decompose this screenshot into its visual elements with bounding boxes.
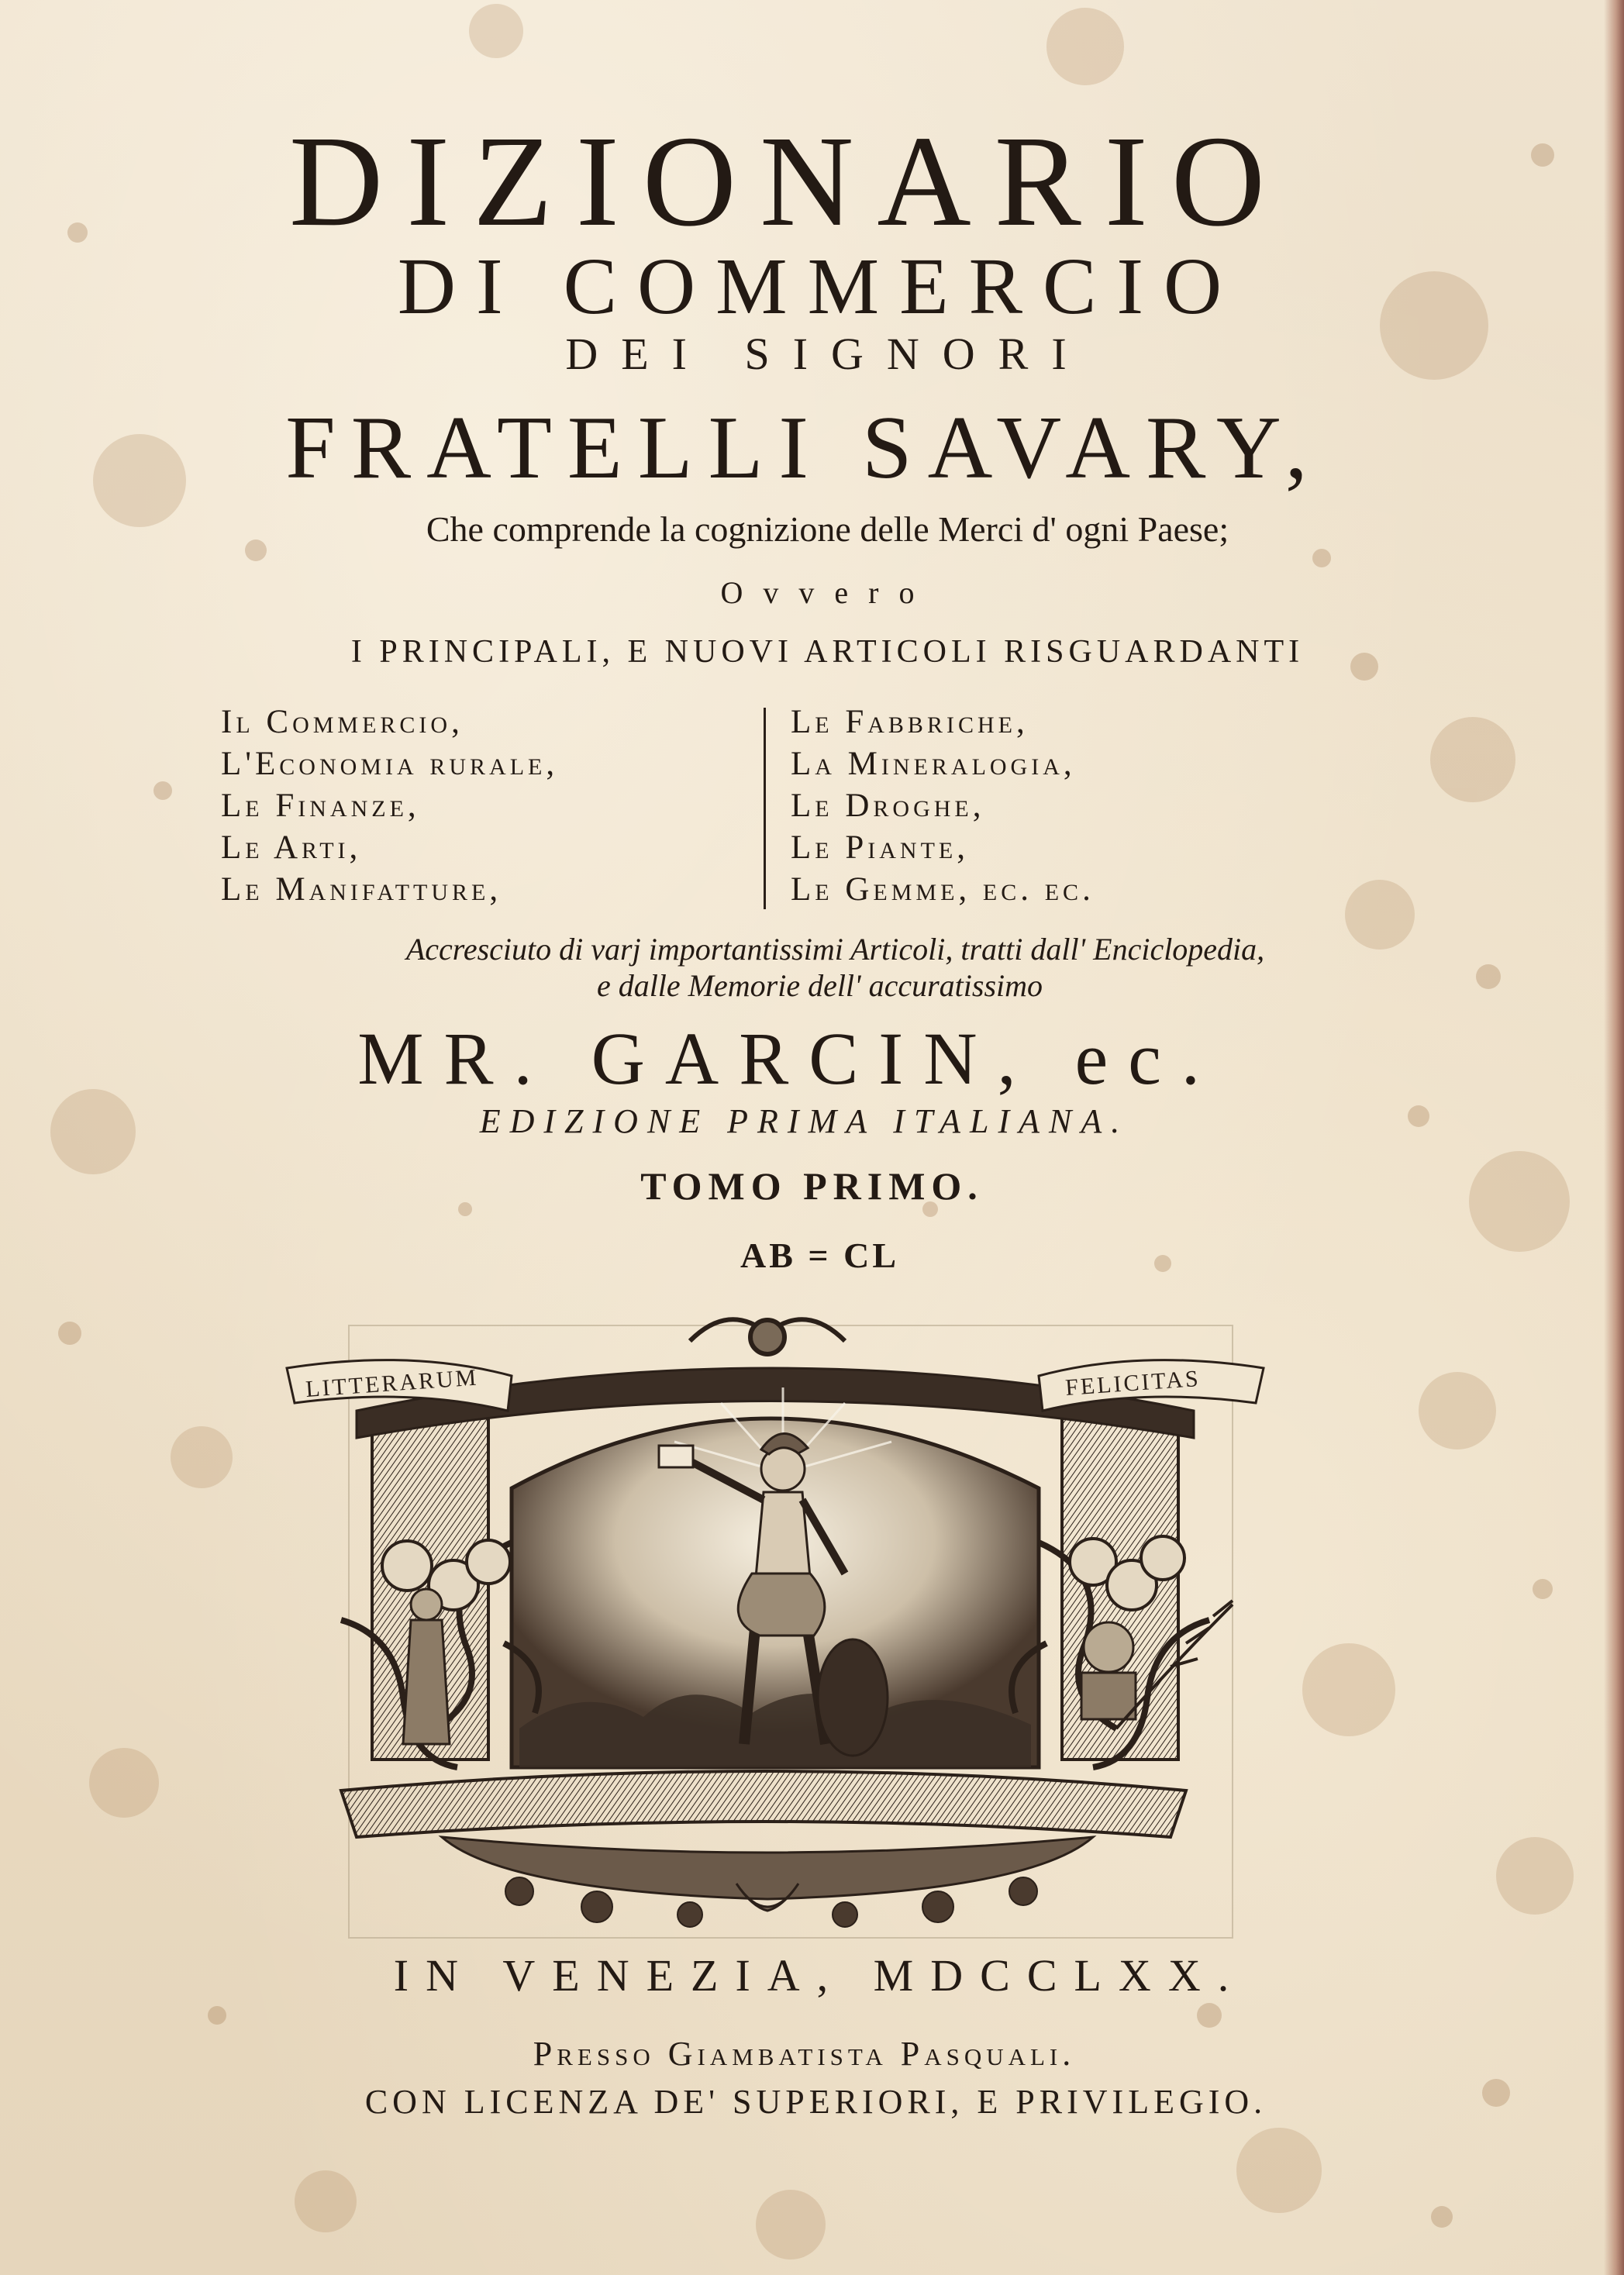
alphabet-range: AB = CL <box>740 1236 899 1275</box>
banner-left-text: LITTERARUM <box>305 1364 480 1402</box>
title-line-2: DI COMMERCIO <box>397 242 1243 331</box>
subtitle: Che comprende la cognizione delle Merci d' ogni Paese; <box>426 509 1229 549</box>
topic-item: Le Arti, <box>221 829 362 866</box>
addition-line-1: Accresciuto di varj importantissimi Articoli, tratti dall' Enciclopedia, <box>405 932 1265 967</box>
imprint-place: IN VENEZIA, MDCCLXX. <box>393 1950 1246 2001</box>
topic-item: Le Manifatture, <box>221 871 502 908</box>
banner-right-text: FELICITAS <box>1064 1365 1202 1401</box>
vignette-illustration <box>256 1294 1295 1946</box>
title-line-3: DEI SIGNORI <box>565 329 1090 379</box>
engraved-vignette <box>256 1294 1295 1946</box>
topic-item: Il Commercio, <box>221 704 464 740</box>
topic-item: Le Finanze, <box>221 788 420 824</box>
topic-item: La Mineralogia, <box>791 746 1076 782</box>
addition-line-2: e dalle Memorie dell' accuratissimo <box>596 968 1043 1003</box>
topic-item: Le Droghe, <box>791 788 985 824</box>
imprint-license: CON LICENZA DE' SUPERIORI, E PRIVILEGIO. <box>364 2083 1267 2121</box>
topic-item: Le Piante, <box>791 829 969 866</box>
author-name: MR. GARCIN, ec. <box>357 1017 1220 1100</box>
topic-item: L'Economia rurale, <box>221 746 559 782</box>
topics-left <box>221 701 558 911</box>
title-main: DIZIONARIO <box>288 109 1289 253</box>
topics-columns <box>221 701 1275 911</box>
topic-item: Le Gemme, ec. ec. <box>791 871 1095 908</box>
edition-line: EDIZIONE PRIMA ITALIANA. <box>479 1102 1129 1140</box>
topic-item: Le Fabbriche, <box>791 704 1029 740</box>
column-divider <box>764 708 766 909</box>
imprint-printer: Presso Giambatista Pasquali. <box>533 2035 1076 2073</box>
topics-heading: I PRINCIPALI, E NUOVI ARTICOLI RISGUARDANTI <box>350 634 1305 670</box>
title-line-4: FRATELLI SAVARY, <box>285 398 1323 498</box>
volume-line: TOMO PRIMO. <box>640 1164 984 1208</box>
topics-right <box>791 701 1095 911</box>
ovvero-line: Ovvero <box>720 575 935 610</box>
